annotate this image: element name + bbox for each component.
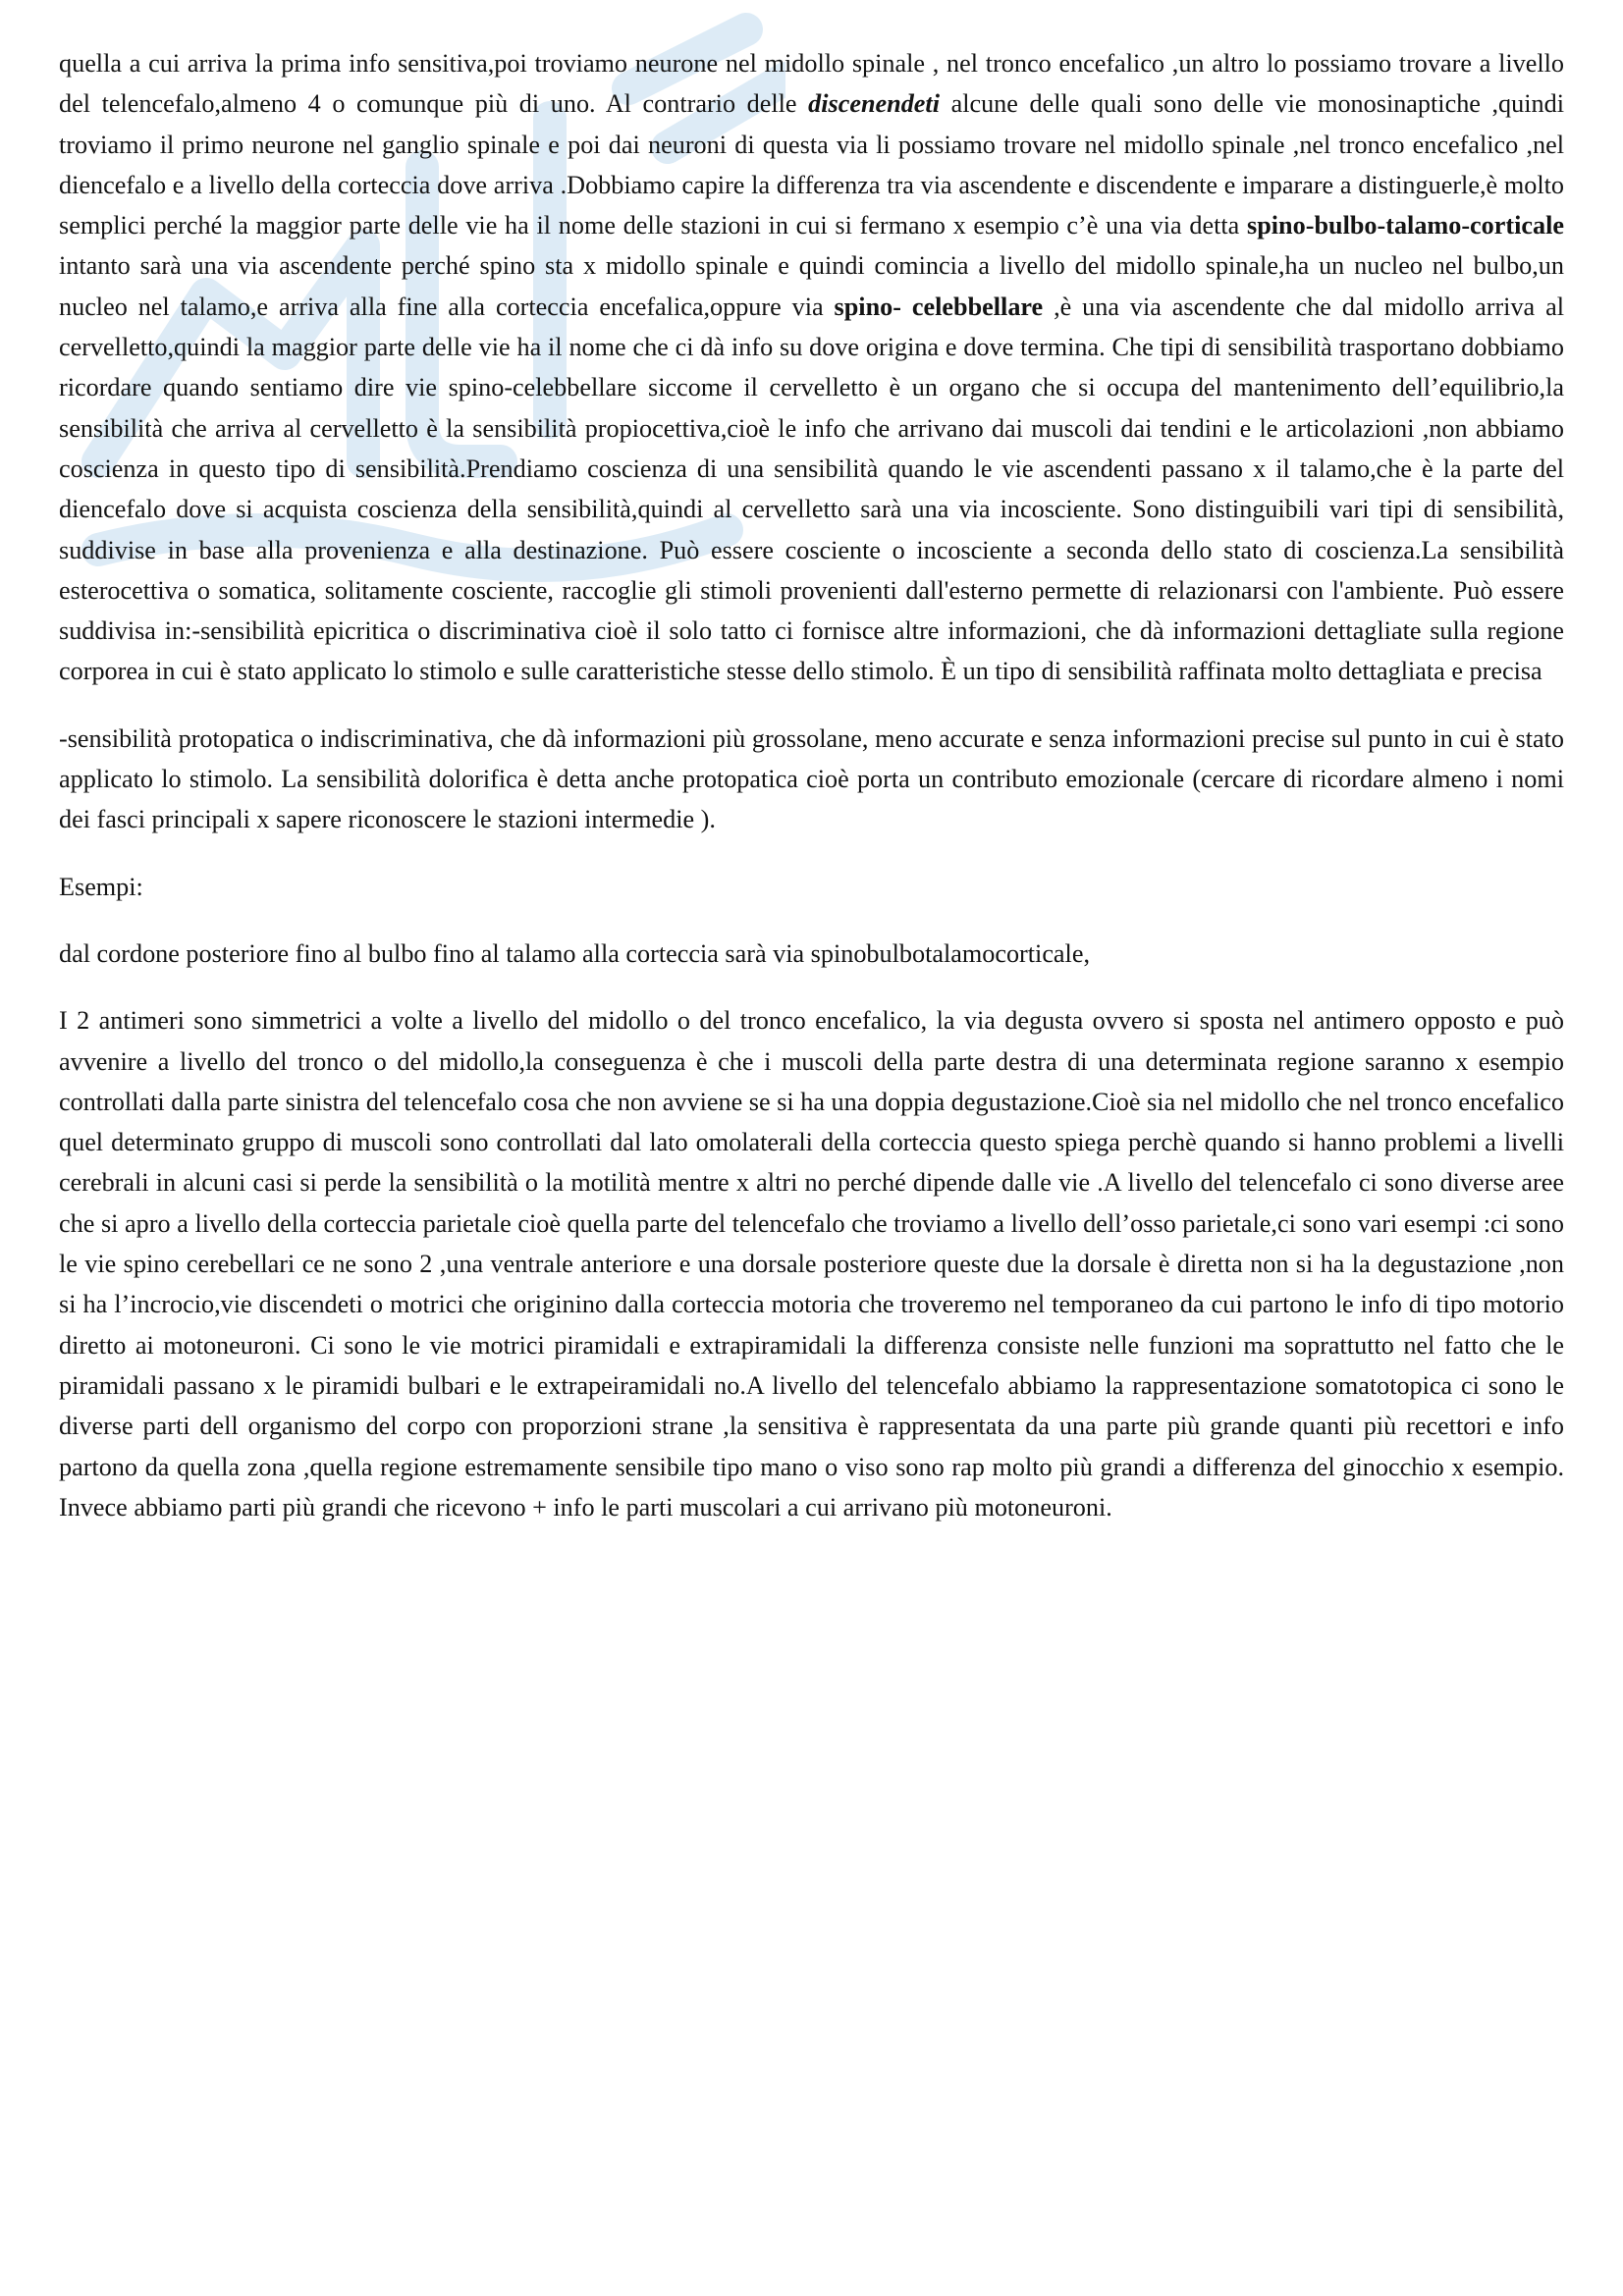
bold-term: spino-bulbo-talamo-corticale [1247,211,1564,240]
text-run: quella a cui arriva la prima info sensitiva,poi troviamo neurone nel midollo spinale , nel tronco encefalico ,un altro lo possiamo trovare a livello del telencefalo,almeno 4 o comunque più di uno. Al contrario delle [59,49,1564,119]
text-run: I 2 antimeri sono simmetrici a volte a livello del midollo o del tronco encefalico, la via degusta ovvero si sposta nel antimero opposto e può avvenire a livello del tronco o del midollo,la conseguenza è che i muscoli della parte destra di una determinata regione saranno x esempio controllati dalla parte sinistra del telencefalo cosa che non avviene se si ha una doppia degustazione.Cioè sia nel midollo che nel tronco encefalico quel determinato gruppo di muscoli sono controllati dal lato omolaterali della corteccia questo spiega perchè quando si hanno problemi a livelli cerebrali in alcuni casi si perde la sensibilità o la motilità mentre x altri no perché dipende dalle vie .A livello del telencefalo ci sono diverse aree che si apro a livello della corteccia parietale cioè quella parte del telencefalo che troviamo a livello dell’osso parietale,ci sono vari esempi :ci sono le vie spino cerebellari ce ne sono 2 ,una ventrale anteriore e una dorsale posteriore queste due la dorsale è diretta non si ha la degustazione ,non si ha l’incrocio,vie discendeti o motrici che originino dalla corteccia motoria che troveremo nel temporaneo da cui partono le info di tipo motorio diretto ai motoneuroni. Ci sono le vie motrici piramidali e extrapiramidali la differenza consiste nelle funzioni ma soprattutto nel fatto che le piramidali passano x le piramidi bulbari e le extrapeiramidali no.A livello del telencefalo abbiamo la rappresentazione somatotopica ci sono le diverse parti dell organismo del corpo con proporzioni strane ,la sensitiva è rappresentata da una parte più grande quanti più recettori e info partono da quella zona ,quella regione estremamente sensibile tipo mano o viso sono rap molto più grandi a differenza del ginocchio x esempio. Invece abbiamo parti più grandi che ricevono + info le parti muscolari a cui arrivano più motoneuroni. [59,1006,1564,1522]
text-run: Esempi: [59,872,143,901]
paragraph-4 [59,934,1564,974]
document-body [59,43,1564,1527]
emphasized-term: discenendeti [808,89,940,119]
paragraph-2 [59,719,1564,840]
text-run: alcune delle quali sono delle vie monosinaptiche ,quindi troviamo il primo neurone nel ganglio spinale e poi dai neuroni di questa via li possiamo trovare nel midollo spinale ,nel tronco encefalico ,nel diencefalo e a livello della corteccia dove arriva .Dobbiamo capire la differenza tra via ascendente e discendente e imparare a distinguerle,è molto semplici perché la maggior parte delle vie ha il nome delle stazioni in cui si fermano x esempio c’è una via detta [59,89,1564,240]
text-run: -sensibilità protopatica o indiscriminativa, che dà informazioni più grossolane, meno accurate e senza informazioni precise sul punto in cui è stato applicato lo stimolo. La sensibilità dolorifica è detta anche protopatica cioè porta un contributo emozionale (cercare di ricordare almeno i nomi dei fasci principali x sapere riconoscere le stazioni intermedie ). [59,723,1564,834]
text-run: ,è una via ascendente che dal midollo arriva al cervelletto,quindi la maggior parte delle vie ha il nome che ci dà info su dove origina e dove termina. Che tipi di sensibilità trasportano dobbiamo ricordare quando sentiamo dire vie spino-celebbellare siccome il cervelletto è un organo che si occupa del mantenimento dell’equilibrio,la sensibilità che arriva al cervelletto è la sensibilità propiocettiva,cioè le info che arrivano dai muscoli dai tendini e le articolazioni ,non abbiamo coscienza in questo tipo di sensibilità.Prendiamo coscienza di una sensibilità quando le vie ascendenti passano x il talamo,che è la parte del diencefalo dove si acquista coscienza della sensibilità,quindi al cervelletto sarà una via incosciente. Sono distinguibili vari tipi di sensibilità, suddivise in base alla provenienza e alla destinazione. Può essere cosciente o incosciente a seconda dello stato di coscienza.La sensibilità esterocettiva o somatica, solitamente cosciente, raccoglie gli stimoli provenienti dall'esterno permette di relazionarsi con l'ambiente. Può essere suddivisa in:-sensibilità epicritica o discriminativa cioè il solo tatto ci fornisce altre informazioni, che dà informazioni dettagliate sulla regione corporea in cui è stato applicato lo stimolo e sulle caratteristiche stesse dello stimolo. È un tipo di sensibilità raffinata molto dettagliata e precisa [59,292,1564,686]
text-run: intanto sarà una via ascendente perché spino sta x midollo spinale e quindi comincia a livello del midollo spinale,ha un nucleo nel bulbo,un nucleo nel talamo,e arriva alla fine alla corteccia encefalica,oppure via [59,251,1564,321]
paragraph-5 [59,1000,1564,1527]
paragraph-1 [59,43,1564,692]
bold-term: spino- celebbellare [834,292,1044,321]
paragraph-3 [59,867,1564,907]
text-run: dal cordone posteriore fino al bulbo fino al talamo alla corteccia sarà via spinobulbotalamocorticale, [59,938,1091,968]
